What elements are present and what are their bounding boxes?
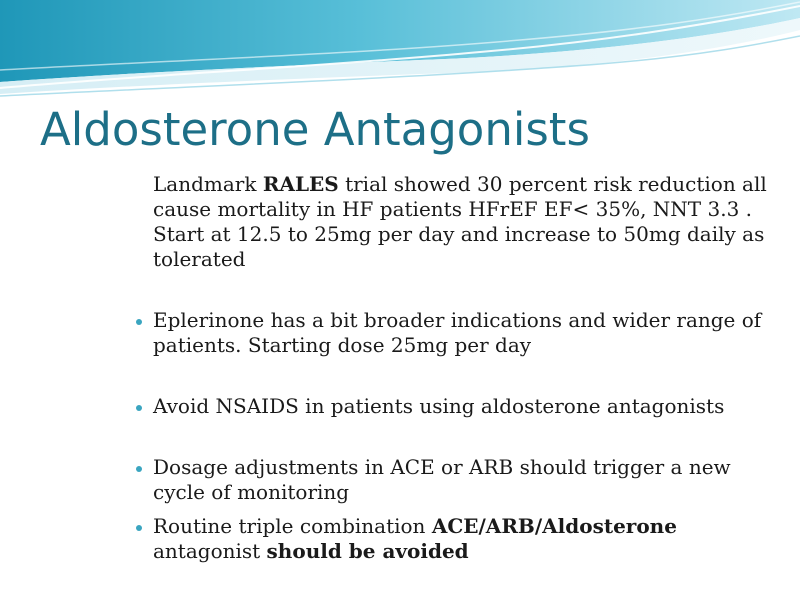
list-item [130, 308, 770, 358]
list-item [130, 514, 770, 564]
item-text: trial showed 30 percent risk reduction all cause mortality in HF patients HFrEF EF< 35%, NNT 3.3 . Start at 12.5 to 25mg per day and increase to 50mg daily as tolerated [153, 172, 767, 271]
bullet-list [130, 172, 770, 564]
slide-title: Aldosterone Antagonists [40, 103, 590, 156]
bullet-dot-icon [136, 466, 142, 472]
item-text: Routine triple combination [153, 514, 432, 538]
item-text: Avoid NSAIDS in patients using aldosterone antagonists [153, 394, 725, 418]
item-bold-text: RALES [262, 172, 339, 196]
header-wave-decoration [0, 0, 800, 110]
list-item [130, 172, 770, 272]
item-text: Dosage adjustments in ACE or ARB should trigger a new cycle of monitoring [153, 455, 731, 504]
bullet-dot-icon [136, 405, 142, 411]
item-text: Landmark [153, 172, 263, 196]
list-item [130, 455, 770, 505]
bullet-dot-icon [136, 319, 142, 325]
item-text: antagonist [153, 539, 267, 563]
list-item [130, 394, 770, 419]
bullet-dot-icon [136, 525, 142, 531]
item-text: Eplerinone has a bit broader indications and wider range of patients. Starting dose 25mg per day [153, 308, 762, 357]
item-bold-text: should be avoided [266, 539, 469, 563]
item-bold-text: ACE/ARB/Aldosterone [431, 514, 677, 538]
